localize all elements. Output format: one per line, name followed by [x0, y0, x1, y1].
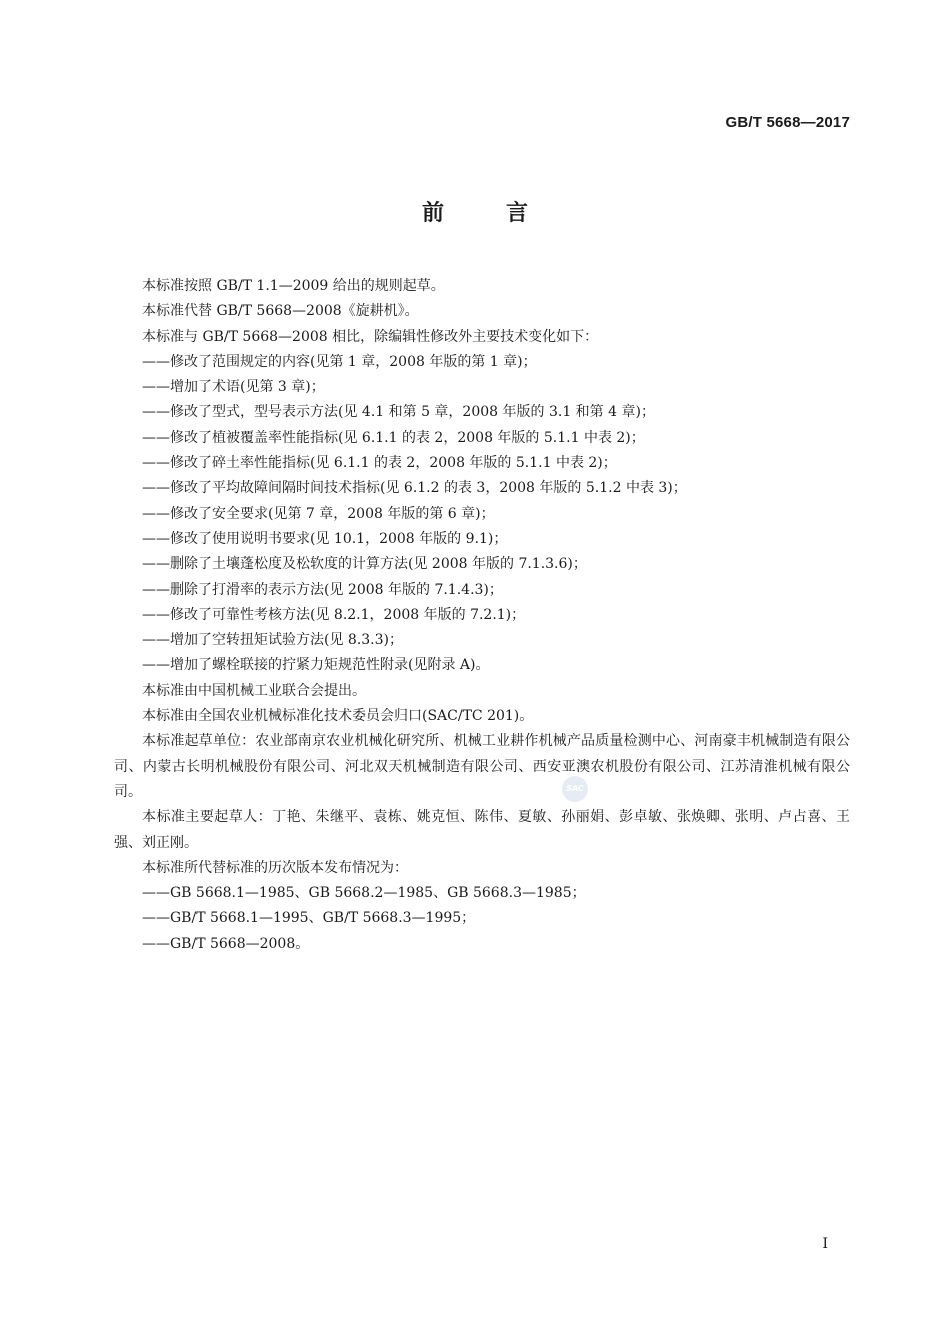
list-item: ——修改了植被覆盖率性能指标(见 6.1.1 的表 2，2008 年版的 5.1.1 中表 2)；	[142, 429, 645, 446]
list-item: ——增加了空转扭矩试验方法(见 8.3.3)；	[142, 632, 403, 649]
paragraph: 本标准由全国农业机械标准化技术委员会归口(SAC/TC 201)。	[142, 708, 534, 725]
preface-body	[114, 274, 850, 957]
list-item: ——修改了范围规定的内容(见第 1 章，2008 年版的第 1 章)；	[142, 353, 537, 370]
paragraph: 本标准主要起草人：丁艳、朱继平、袁栋、姚克恒、陈伟、夏敏、孙丽娟、彭卓敏、张焕卿、张明、卢占喜、王强、刘正刚。	[114, 809, 850, 851]
paragraph: 本标准所代替标准的历次版本发布情况为：	[142, 859, 408, 876]
list-item: ——修改了型式，型号表示方法(见 4.1 和第 5 章，2008 年版的 3.1 和第 4 章)；	[142, 404, 655, 421]
list-item: ——删除了土壤蓬松度及松软度的计算方法(见 2008 年版的 7.1.3.6)；	[142, 556, 587, 573]
list-item: ——GB/T 5668.1—1995、GB/T 5668.3—1995；	[142, 910, 476, 927]
list-item: ——修改了碎土率性能指标(见 6.1.1 的表 2，2008 年版的 5.1.1 中表 2)；	[142, 455, 617, 472]
paragraph: 本标准由中国机械工业联合会提出。	[142, 682, 366, 699]
list-item: ——删除了打滑率的表示方法(见 2008 年版的 7.1.4.3)；	[142, 581, 503, 598]
sac-watermark-icon: SAC	[562, 776, 588, 802]
paragraph: 本标准代替 GB/T 5668—2008《旋耕机》。	[142, 303, 419, 320]
paragraph: 本标准按照 GB/T 1.1—2009 给出的规则起草。	[142, 278, 445, 294]
list-item: ——修改了使用说明书要求(见 10.1，2008 年版的 9.1)；	[142, 530, 508, 547]
paragraph: 本标准起草单位：农业部南京农业机械化研究所、机械工业耕作机械产品质量检测中心、河南豪丰机械制造有限公司、内蒙古长明机械股份有限公司、河北双天机械制造有限公司、西安亚澳农机股份有限公司、江苏清淮机械有限公司。	[114, 733, 850, 800]
list-item: ——修改了平均故障间隔时间技术指标(见 6.1.2 的表 3，2008 年版的 5.1.2 中表 3)；	[142, 480, 687, 497]
list-item: ——修改了可靠性考核方法(见 8.2.1，2008 年版的 7.2.1)；	[142, 606, 526, 623]
page-title: 前言	[421, 201, 590, 226]
page-number: I	[822, 1236, 828, 1252]
list-item: ——修改了安全要求(见第 7 章，2008 年版的第 6 章)；	[142, 505, 495, 522]
standard-code: GB/T 5668—2017	[725, 114, 850, 131]
paragraph: 本标准与 GB/T 5668—2008 相比，除编辑性修改外主要技术变化如下：	[142, 328, 599, 345]
list-item: ——增加了术语(见第 3 章)；	[142, 379, 325, 396]
list-item: ——GB 5668.1—1985、GB 5668.2—1985、GB 5668.3—1985；	[142, 885, 586, 902]
list-item: ——增加了螺栓联接的拧紧力矩规范性附录(见附录 A)。	[142, 657, 490, 674]
list-item: ——GB/T 5668—2008。	[142, 935, 310, 952]
